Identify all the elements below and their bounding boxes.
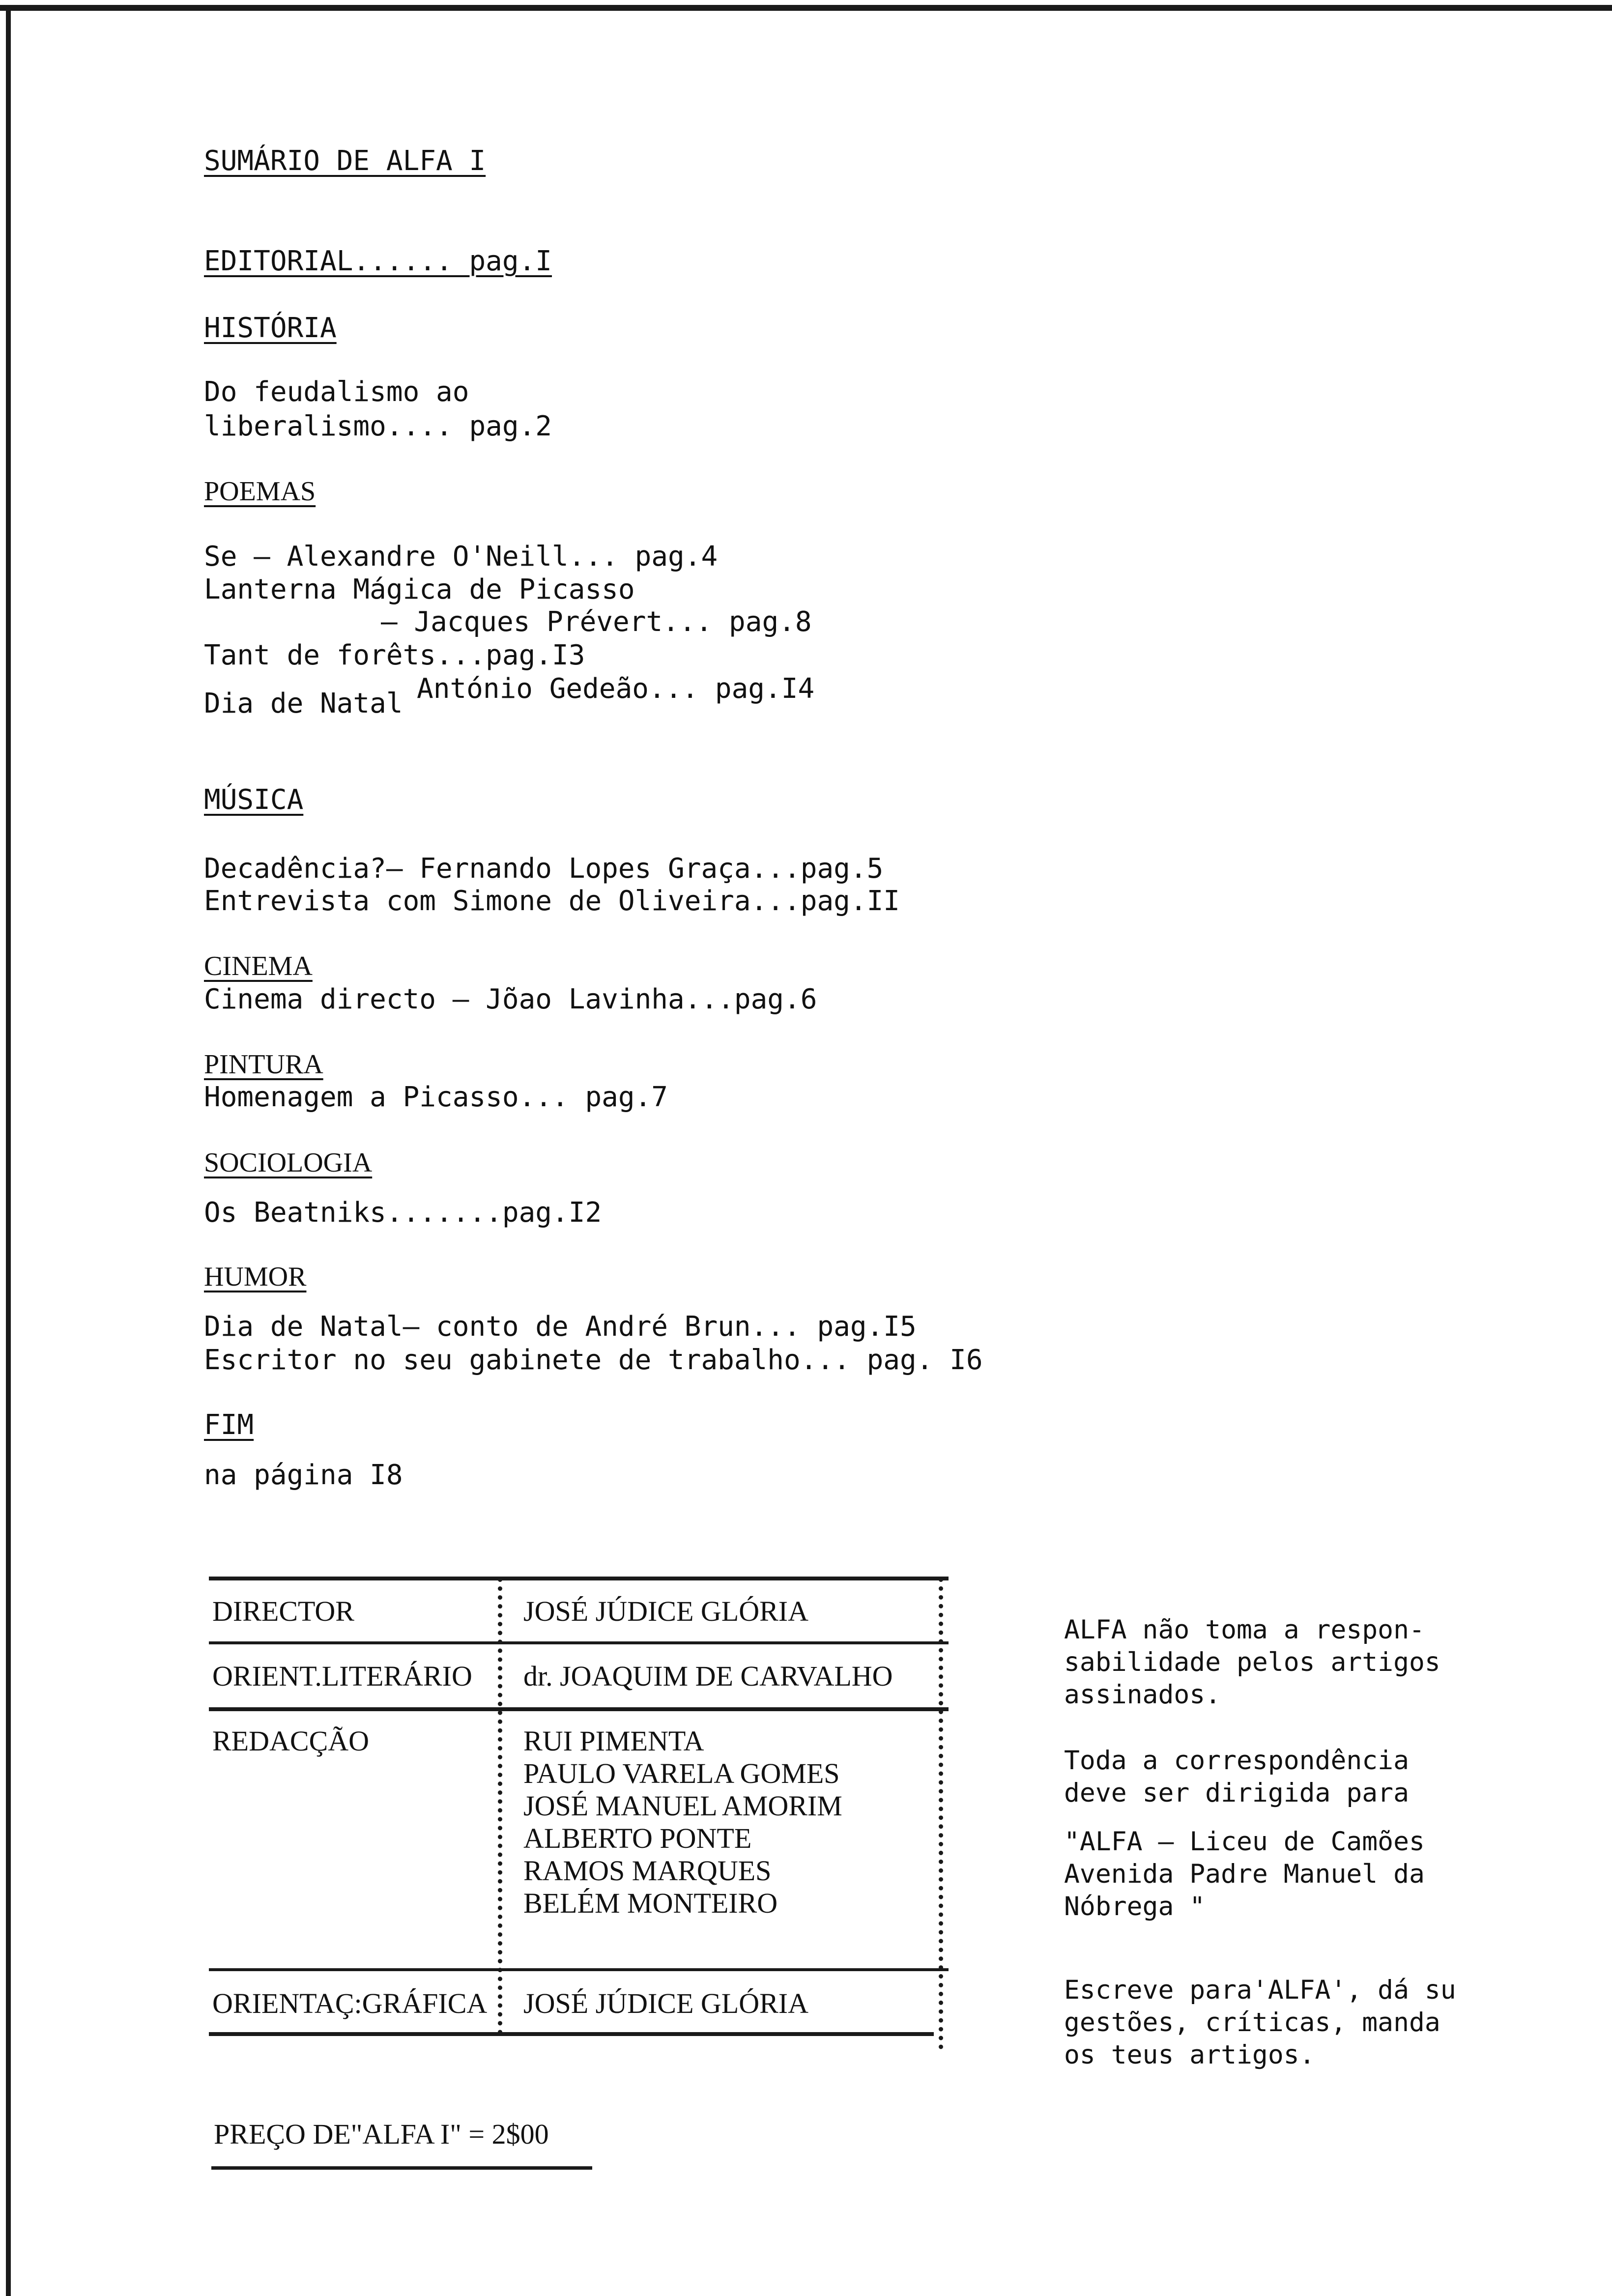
table-rule-top: [209, 1577, 949, 1580]
section-entry: liberalismo.... pag.2: [204, 410, 552, 442]
section-entry: Cinema directo – Jõao Lavinha...pag.6: [204, 983, 817, 1015]
note-line: assinados.: [1064, 1680, 1221, 1710]
table-divider-dotted: [939, 1578, 943, 2049]
orient-value: dr. JOAQUIM DE CARVALHO: [523, 1660, 893, 1692]
section-entry: Do feudalismo ao: [204, 376, 469, 408]
section-entry: Homenagem a Picasso... pag.7: [204, 1081, 668, 1113]
note-line: sabilidade pelos artigos: [1064, 1647, 1440, 1677]
section-entry: Escritor no seu gabinete de trabalho... pag. I6: [204, 1344, 983, 1376]
section-entry: Lanterna Mágica de Picasso: [204, 574, 635, 605]
section-entry: Dia de Natal: [204, 688, 403, 719]
price-underline: [211, 2166, 592, 2170]
note-line: Avenida Padre Manuel da: [1064, 1859, 1425, 1889]
director-value: JOSÉ JÚDICE GLÓRIA: [523, 1595, 808, 1627]
note-line: "ALFA – Liceu de Camões: [1064, 1827, 1425, 1857]
page-border-top: [0, 5, 1612, 11]
redaccao-member: BELÉM MONTEIRO: [523, 1887, 778, 1919]
page-border-left: [6, 5, 11, 2296]
price-line: PREÇO DE"ALFA I" = 2$00: [214, 2118, 549, 2150]
section-heading-historia: HISTÓRIA: [204, 312, 337, 344]
page-title: SUMÁRIO DE ALFA I: [204, 145, 486, 177]
director-label: DIRECTOR: [212, 1595, 354, 1627]
section-entry: Os Beatniks.......pag.I2: [204, 1197, 602, 1229]
section-entry: Entrevista com Simone de Oliveira...pag.II: [204, 885, 900, 917]
note-line: Nóbrega ": [1064, 1892, 1206, 1922]
note-line: ALFA não toma a respon-: [1064, 1615, 1425, 1645]
section-heading-cinema: CINEMA: [204, 951, 313, 981]
section-entry: Tant de forêts...pag.I3: [204, 639, 585, 671]
orient-label: ORIENT.LITERÁRIO: [212, 1660, 472, 1692]
table-rule: [209, 1641, 949, 1644]
grafica-value: JOSÉ JÚDICE GLÓRIA: [523, 1987, 808, 2019]
section-entry-editorial: EDITORIAL...... pag.I: [204, 245, 552, 277]
table-rule: [209, 1707, 949, 1711]
note-line: os teus artigos.: [1064, 2040, 1315, 2070]
redaccao-member: JOSÉ MANUEL AMORIM: [523, 1790, 842, 1822]
section-heading-poemas: POEMAS: [204, 476, 316, 507]
redaccao-member: ALBERTO PONTE: [523, 1822, 752, 1854]
section-entry: – Jacques Prévert... pag.8: [381, 606, 812, 638]
section-heading-fim: FIM: [204, 1409, 254, 1441]
note-line: gestões, críticas, manda: [1064, 2008, 1440, 2038]
note-line: deve ser dirigida para: [1064, 1778, 1409, 1808]
table-rule-bottom: [209, 2032, 934, 2036]
redaccao-member: PAULO VARELA GOMES: [523, 1757, 840, 1789]
section-heading-pintura: PINTURA: [204, 1049, 323, 1080]
section-heading-sociologia: SOCIOLOGIA: [204, 1148, 373, 1178]
section-heading-musica: MÚSICA: [204, 784, 304, 816]
table-rule: [209, 1968, 949, 1971]
note-line: Toda a correspondência: [1064, 1746, 1409, 1776]
redaccao-member: RUI PIMENTA: [523, 1725, 704, 1757]
section-heading-humor: HUMOR: [204, 1262, 307, 1292]
redaccao-member: RAMOS MARQUES: [523, 1855, 772, 1887]
redaccao-label: REDACÇÃO: [212, 1725, 370, 1757]
table-divider-dotted: [498, 1578, 502, 2035]
section-entry: Se – Alexandre O'Neill... pag.4: [204, 541, 718, 573]
note-line: Escreve para'ALFA', dá su: [1064, 1975, 1456, 2005]
section-entry: António Gedeão... pag.I4: [417, 673, 815, 705]
grafica-label: ORIENTAÇ:GRÁFICA: [212, 1987, 488, 2019]
section-entry: Dia de Natal– conto de André Brun... pag.I5: [204, 1311, 917, 1343]
section-entry: na página I8: [204, 1459, 403, 1491]
section-entry: Decadência?– Fernando Lopes Graça...pag.5: [204, 853, 884, 885]
